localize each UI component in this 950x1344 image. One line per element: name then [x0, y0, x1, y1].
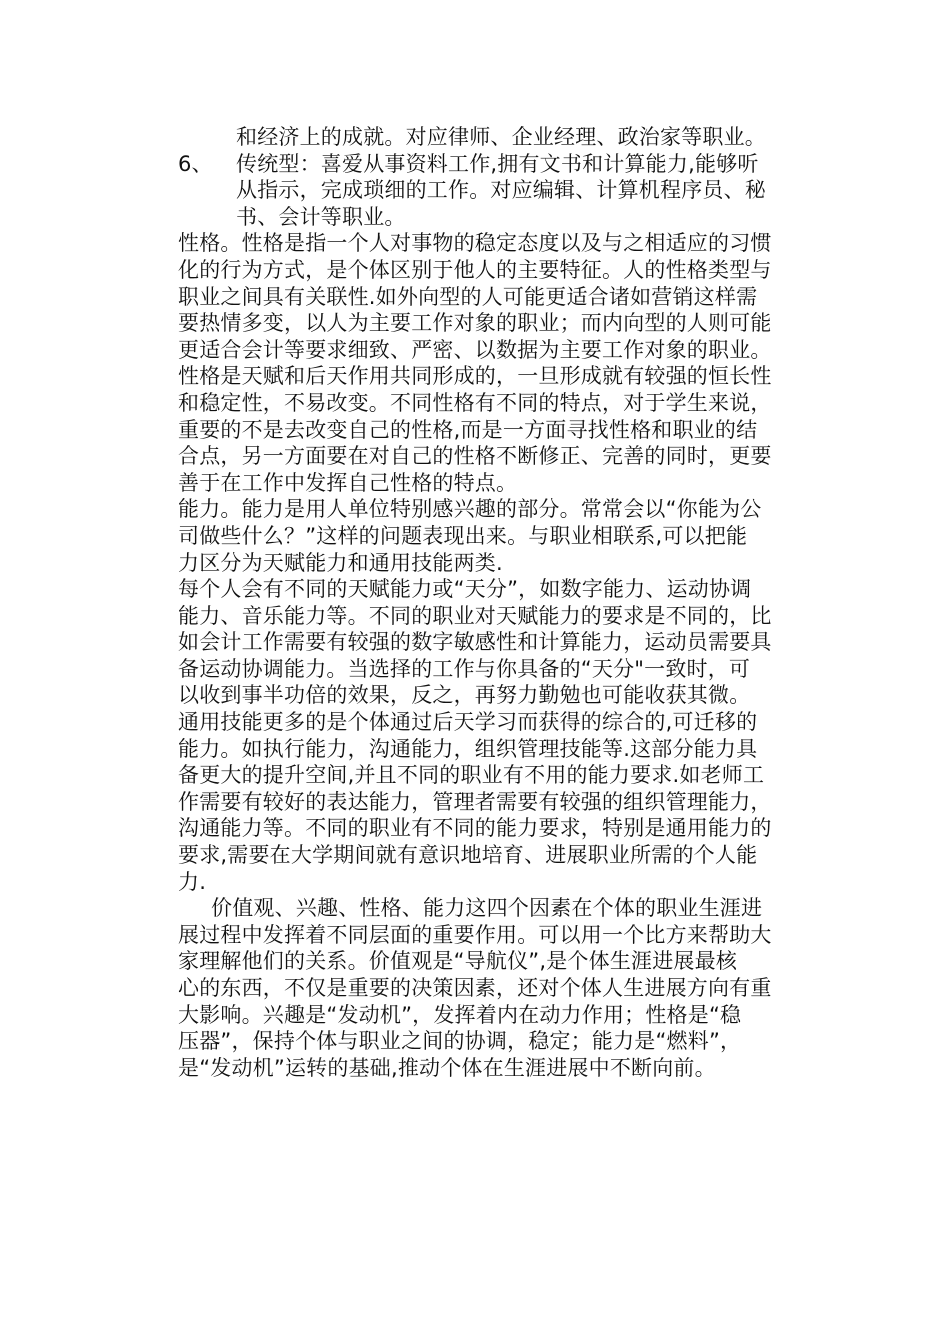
list-number: 6、 — [178, 151, 213, 176]
paragraph-line: 如会计工作需要有较强的数字敏感性和计算能力，运动员需要具 — [178, 630, 772, 655]
list-text-line: 书、会计等职业。 — [236, 204, 406, 229]
paragraph-line: 每个人会有不同的天赋能力或“天分”，如数字能力、运动协调 — [178, 577, 752, 602]
paragraph-line: 能力。如执行能力，沟通能力，组织管理技能等.这部分能力具 — [178, 736, 758, 761]
paragraph-line: 要求,需要在大学期间就有意识地培育、进展职业所需的个人能 — [178, 843, 758, 868]
paragraph-line: 是“发动机”运转的基础,推动个体在生涯进展中不断向前。 — [178, 1055, 716, 1080]
paragraph-line: 作需要有较好的表达能力，管理者需要有较强的组织管理能力， — [178, 789, 772, 814]
paragraph-line: 更适合会计等要求细致、严密、以数据为主要工作对象的职业。 — [178, 337, 772, 362]
paragraph-line: 合点，另一方面要在对自己的性格不断修正、完善的同时，更要 — [178, 444, 772, 469]
paragraph-line: 重要的不是去改变自己的性格,而是一方面寻找性格和职业的结 — [178, 417, 758, 442]
paragraph-line: 善于在工作中发挥自己性格的特点。 — [178, 470, 518, 495]
ability-paragraph — [178, 496, 808, 576]
summary-paragraph — [178, 895, 808, 1081]
paragraph-line: 和稳定性，不易改变。不同性格有不同的特点，对于学生来说， — [178, 390, 772, 415]
paragraph-line: 职业之间具有关联性.如外向型的人可能更适合诸如营销这样需 — [178, 284, 758, 309]
paragraph-line: 力. — [178, 869, 207, 894]
paragraph-line: 性格是天赋和后天作用共同形成的，一旦形成就有较强的恒长性 — [178, 364, 772, 389]
paragraph-line: 力区分为天赋能力和通用技能两类. — [178, 550, 503, 575]
paragraph-line: 大影响。兴趣是“发动机”，发挥着内在动力作用；性格是“稳 — [178, 1002, 742, 1027]
paragraph-line: 能力。能力是用人单位特别感兴趣的部分。常常会以“你能为公 — [178, 497, 762, 522]
talent-paragraph — [178, 576, 808, 709]
paragraph-line: 备更大的提升空间,并且不同的职业有不用的能力要求.如老师工 — [178, 763, 765, 788]
paragraph-line: 压器”，保持个体与职业之间的协调，稳定；能力是“燃料”， — [178, 1029, 742, 1054]
paragraph-line: 通用技能更多的是个体通过后天学习而获得的综合的,可迁移的 — [178, 710, 758, 735]
paragraph-line: 化的行为方式，是个体区别于他人的主要特征。人的性格类型与 — [178, 257, 772, 282]
list-item-6 — [178, 151, 808, 231]
document-body — [178, 124, 808, 1081]
paragraph-line: 沟通能力等。不同的职业有不同的能力要求，特别是通用能力的 — [178, 816, 772, 841]
general-skill-paragraph — [178, 709, 808, 895]
paragraph-line: 心的东西，不仅是重要的决策因素，还对个体人生进展方向有重 — [178, 976, 772, 1000]
paragraph-line: 备运动协调能力。当选择的工作与你具备的“天分"一致时，可 — [178, 656, 751, 681]
paragraph-line: 司做些什么？”这样的问题表现出来。与职业相联系,可以把能 — [178, 523, 748, 548]
paragraph-line: 以收到事半功倍的效果，反之，再努力勤勉也可能收获其微。 — [178, 683, 751, 708]
list-text-line: 传统型：喜爱从事资料工作,拥有文书和计算能力,能够听 — [236, 151, 759, 176]
paragraph-line: 价值观、兴趣、性格、能力这四个因素在个体的职业生涯进 — [211, 896, 763, 921]
paragraph-line: 性格。性格是指一个人对事物的稳定态度以及与之相适应的习惯 — [178, 231, 772, 256]
continuation-line: 和经济上的成就。对应律师、企业经理、政治家等职业。 — [236, 125, 766, 149]
personality-paragraph — [178, 230, 808, 496]
paragraph-line: 能力、音乐能力等。不同的职业对天赋能力的要求是不同的，比 — [178, 603, 772, 628]
paragraph-line: 家理解他们的关系。价值观是“导航仪”,是个体生涯进展最核 — [178, 949, 738, 974]
list-text-line: 从指示，完成琐细的工作。对应编辑、计算机程序员、秘 — [236, 178, 766, 203]
paragraph-line: 展过程中发挥着不同层面的重要作用。可以用一个比方来帮助大 — [178, 922, 772, 947]
paragraph-line: 要热情多变，以人为主要工作对象的职业；而内向型的人则可能 — [178, 311, 772, 336]
